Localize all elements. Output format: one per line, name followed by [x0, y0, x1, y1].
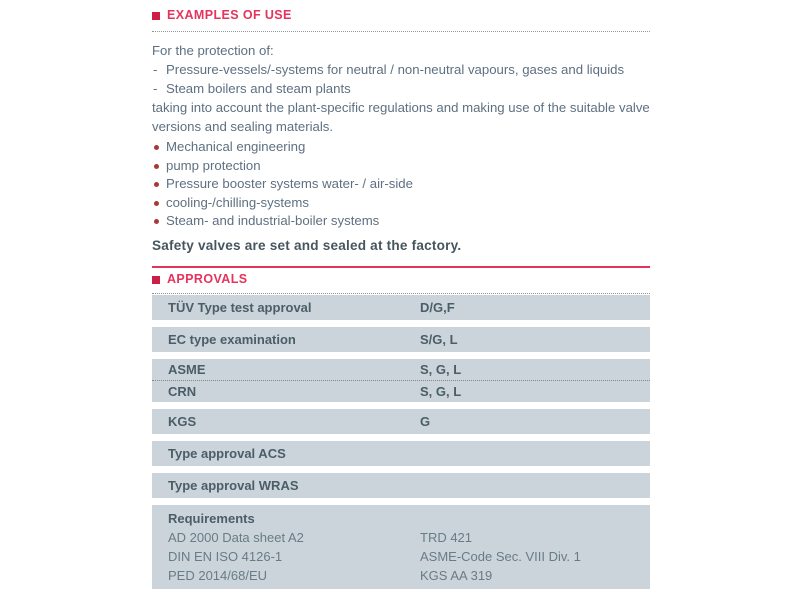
- row-value: S/G, L: [420, 332, 458, 348]
- row-label: EC type examination: [168, 332, 296, 348]
- requirement-item: PED 2014/68/EU: [168, 568, 268, 584]
- requirements-block: [152, 505, 650, 589]
- table-row: [152, 409, 650, 434]
- factory-seal-note: Safety valves are set and sealed at the factory.: [152, 237, 462, 253]
- requirement-item: DIN EN ISO 4126-1: [168, 549, 283, 565]
- requirements-columns: [168, 528, 634, 585]
- list-item: Mechanical engineering: [152, 138, 650, 157]
- requirements-title: Requirements: [168, 511, 255, 527]
- approvals-section-title: APPROVALS: [167, 272, 248, 287]
- requirements-column-left: [168, 528, 420, 585]
- table-row: [152, 359, 650, 380]
- approvals-section-header: [152, 272, 650, 294]
- examples-section-header: [152, 8, 650, 32]
- list-item: cooling-/chilling-systems: [152, 194, 650, 213]
- row-value: G: [420, 414, 431, 430]
- examples-body: [152, 41, 650, 253]
- approvals-table: [152, 295, 650, 589]
- requirement-item: TRD 421: [420, 530, 473, 546]
- list-item: Steam- and industrial-boiler systems: [152, 212, 650, 231]
- row-label: Type approval WRAS: [168, 478, 299, 494]
- row-value: D/G,F: [420, 300, 455, 316]
- dash-item: - Steam boilers and steam plants: [152, 79, 650, 98]
- table-row-group: [152, 359, 650, 402]
- requirements-column-right: [420, 528, 581, 585]
- requirement-item: AD 2000 Data sheet A2: [168, 530, 304, 546]
- row-value: S, G, L: [420, 362, 462, 378]
- row-label: Type approval ACS: [168, 446, 286, 462]
- table-row: [152, 441, 650, 466]
- application-bullet-list: [152, 138, 650, 231]
- row-label: KGS: [168, 414, 197, 430]
- red-square-icon: [152, 12, 160, 20]
- table-row: [152, 295, 650, 320]
- table-row: [152, 327, 650, 352]
- row-label: TÜV Type test approval: [168, 300, 312, 316]
- red-square-icon: [152, 276, 160, 284]
- list-item: pump protection: [152, 157, 650, 176]
- table-row: [152, 473, 650, 498]
- list-item: Pressure booster systems water- / air-side: [152, 175, 650, 194]
- requirement-item: KGS AA 319: [420, 568, 493, 584]
- dash-item: - Pressure-vessels/-systems for neutral / non-neutral vapours, gases and liquids: [152, 60, 650, 79]
- row-label: ASME: [168, 362, 206, 378]
- approvals-section: [152, 266, 650, 589]
- section-divider-rule: [152, 266, 650, 268]
- page-content: [152, 8, 650, 589]
- requirement-item: ASME-Code Sec. VIII Div. 1: [420, 549, 581, 565]
- intro-text: For the protection of:: [152, 43, 274, 58]
- outro-text: taking into account the plant-specific regulations and making use of the suitable valve versions and sealing materials.: [152, 100, 650, 134]
- row-value: S, G, L: [420, 384, 462, 400]
- examples-section-title: EXAMPLES OF USE: [167, 8, 292, 22]
- table-row: [152, 381, 650, 402]
- row-label: CRN: [168, 384, 197, 400]
